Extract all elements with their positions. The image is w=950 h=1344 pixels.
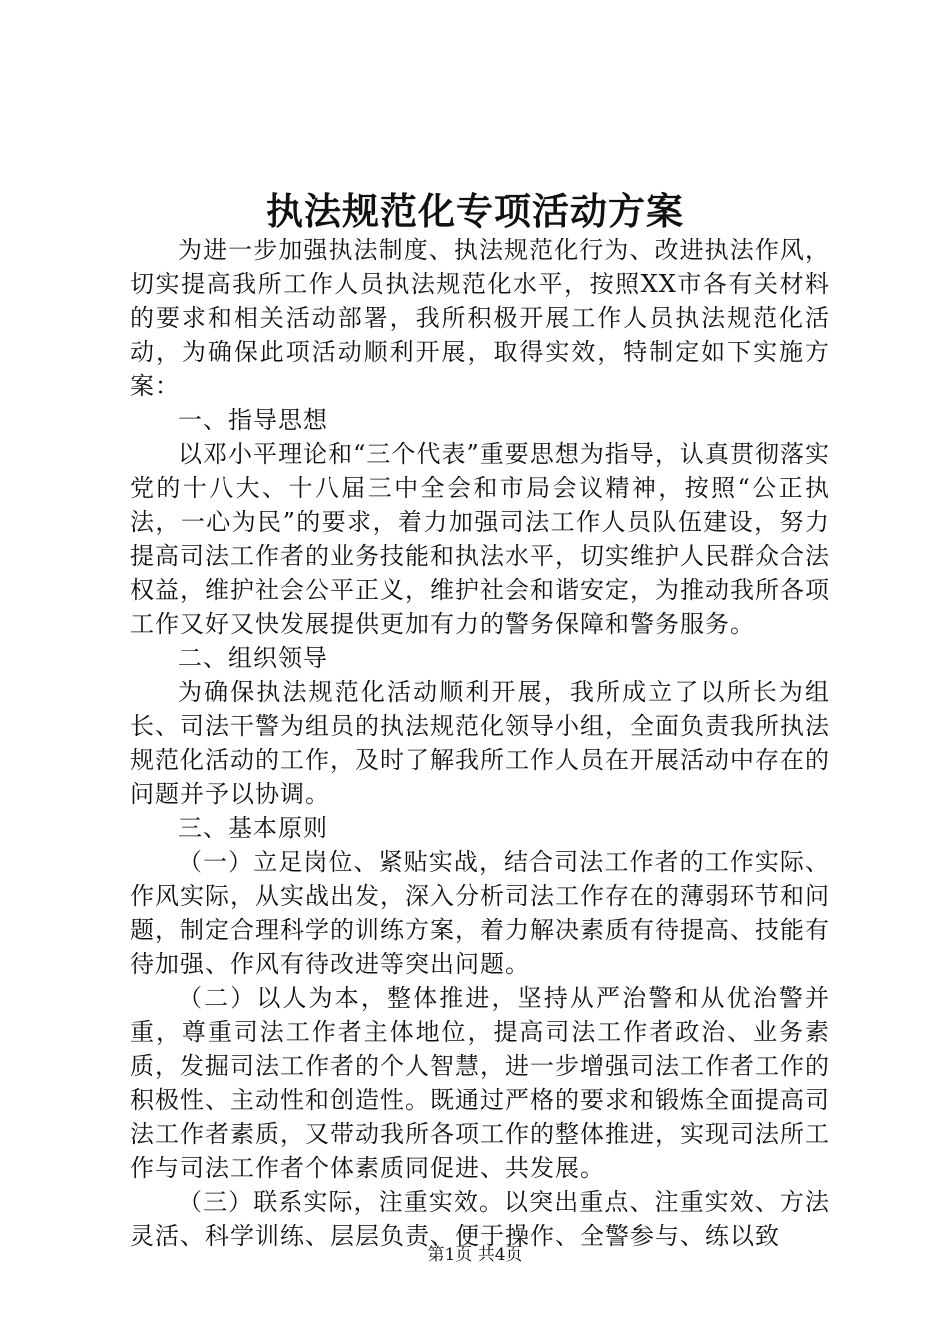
principle-one-paragraph: （一）立足岗位、紧贴实战，结合司法工作者的工作实际、作风实际，从实战出发，深入分析司法工作存在的薄弱环节和问题，制定合理科学的训练方案，着力解决素质有待提高、技能有待加强、作风有待改进等突出问题。 <box>130 848 830 978</box>
principle-two-paragraph: （二）以人为本，整体推进，坚持从严治警和从优治警并重，尊重司法工作者主体地位，提高司法工作者政治、业务素质，发掘司法工作者的个人智慧，进一步增强司法工作者工作的积极性、主动性和创造性。既通过严格的要求和锻炼全面提高司法工作者素质，又带动我所各项工作的整体推进，实现司法所工作与司法工作者个体素质同促进、共发展。 <box>130 984 830 1182</box>
document-title: 执法规范化专项活动方案 <box>266 189 684 233</box>
section-heading-guiding-thought: 一、指导思想 <box>178 406 328 434</box>
principle-three-paragraph: （三）联系实际，注重实效。以突出重点、注重实效、方法灵活、科学训练、层层负责、便于操作、全警参与、练以致 <box>130 1188 830 1250</box>
document-body <box>130 233 830 1253</box>
section-heading-principles: 三、基本原则 <box>178 814 328 842</box>
organization-paragraph: 为确保执法规范化活动顺利开展，我所成立了以所长为组长、司法干警为组员的执法规范化领导小组，全面负责我所执法规范化活动的工作，及时了解我所工作人员在开展活动中存在的问题并予以协调。 <box>130 678 830 808</box>
guiding-thought-paragraph: 以邓小平理论和“三个代表”重要思想为指导，认真贯彻落实党的十八大、十八届三中全会和市局会议精神，按照“公正执法，一心为民”的要求，着力加强司法工作人员队伍建设，努力提高司法工作者的业务技能和执法水平，切实维护人民群众合法权益，维护社会公平正义，维护社会和谐安定，为推动我所各项工作又好又快发展提供更加有力的警务保障和警务服务。 <box>130 440 830 638</box>
intro-paragraph: 为进一步加强执法制度、执法规范化行为、改进执法作风，切实提高我所工作人员执法规范化水平，按照XX市各有关材料的要求和相关活动部署，我所积极开展工作人员执法规范化活动，为确保此项活动顺利开展，取得实效，特制定如下实施方案： <box>130 236 830 400</box>
page-number-footer: 第1页 共4页 <box>427 1245 523 1265</box>
section-heading-organization: 二、组织领导 <box>178 644 328 672</box>
